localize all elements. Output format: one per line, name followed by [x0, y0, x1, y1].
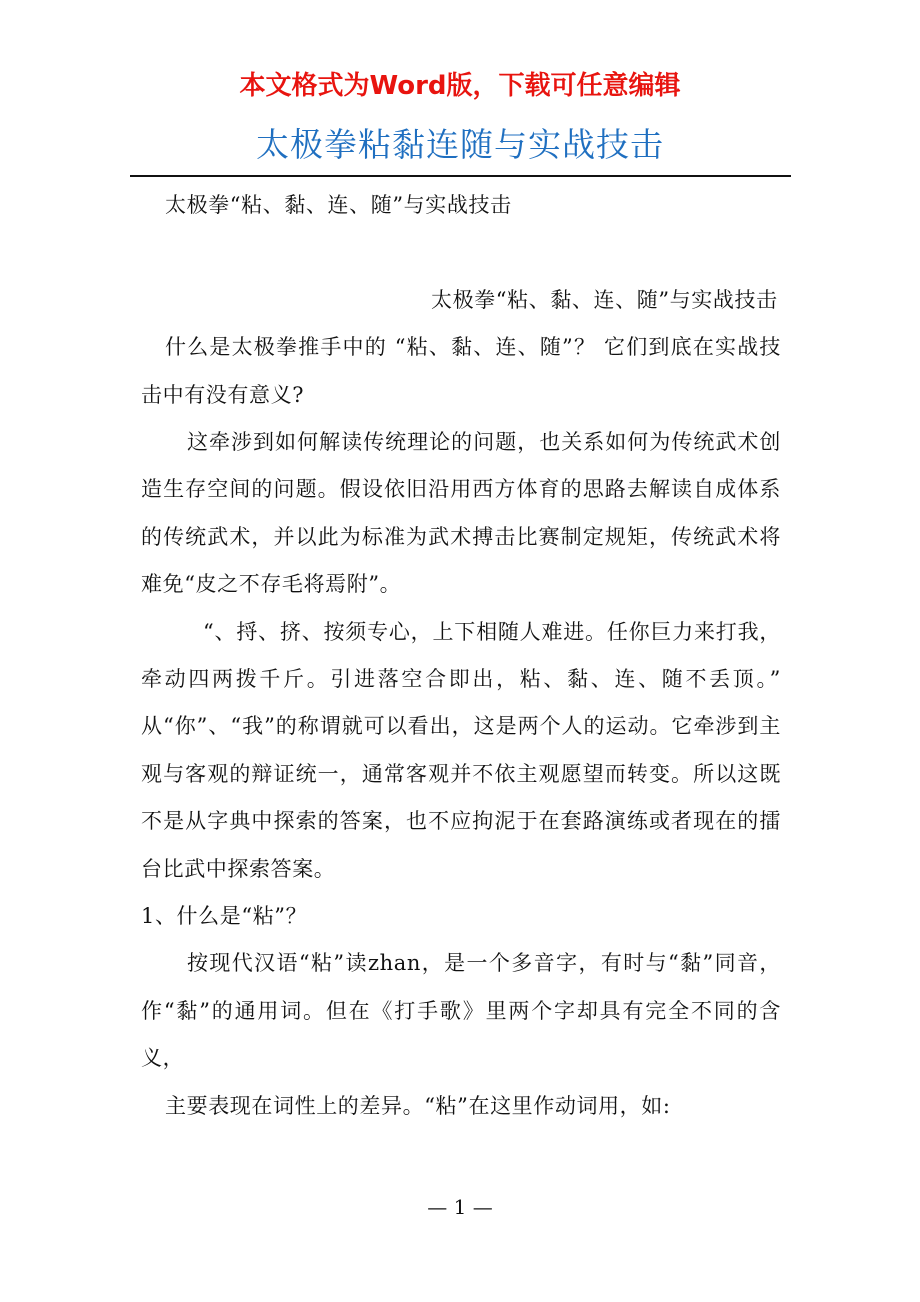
section-heading-1: 1、什么是“粘”？	[141, 904, 308, 929]
paragraph-4: 主要表现在词性上的差异。“粘”在这里作动词用，如:	[165, 1093, 671, 1118]
paragraph-3: 按现代汉语“粘”读zhan，是一个多音字，有时与“黏”同音，作“黏”的通用词。但在《打手歌》里两个字却具有完全不同的含义，	[141, 951, 781, 1071]
title-divider	[130, 175, 791, 177]
blank-line	[141, 229, 781, 276]
question-paragraph: 什么是太极拳推手中的 “粘、黏、连、随”？ 它们到底在实战技击中有没有意义?	[141, 335, 781, 407]
paragraph-1: 这牵涉到如何解读传统理论的问题，也关系如何为传统武术创造生存空间的问题。假设依旧沿用西方体育的思路去解读自成体系的传统武术，并以此为标准为武术搏击比赛制定规矩，传统武术将难免“皮之不存毛将焉附”。	[141, 430, 781, 597]
page-number: — 1 —	[427, 1195, 493, 1219]
download-banner: 本文格式为Word版，下载可任意编辑	[239, 71, 681, 101]
heading-repeat: 太极拳“粘、黏、连、随”与实战技击	[431, 287, 778, 312]
document-title: 太极拳粘黏连随与实战技击	[256, 125, 664, 164]
document-body	[141, 182, 825, 1130]
subtitle-line: 太极拳“粘、黏、连、随”与实战技击	[165, 193, 512, 217]
paragraph-2: “、捋、挤、按须专心，上下相随人难进。任你巨力来打我，牵动四两拨千斤。引进落空合即出，粘、黏、连、随不丢顶。” 从“你”、“我”的称谓就可以看出，这是两个人的运动。它牵涉到主观与客观的辩证统一，通常客观并不依主观愿望而转变。所以这既不是从字典中探索的答案，也不应拘泥于在套路演练或者现在的擂台比武中探索答案。	[141, 619, 825, 881]
